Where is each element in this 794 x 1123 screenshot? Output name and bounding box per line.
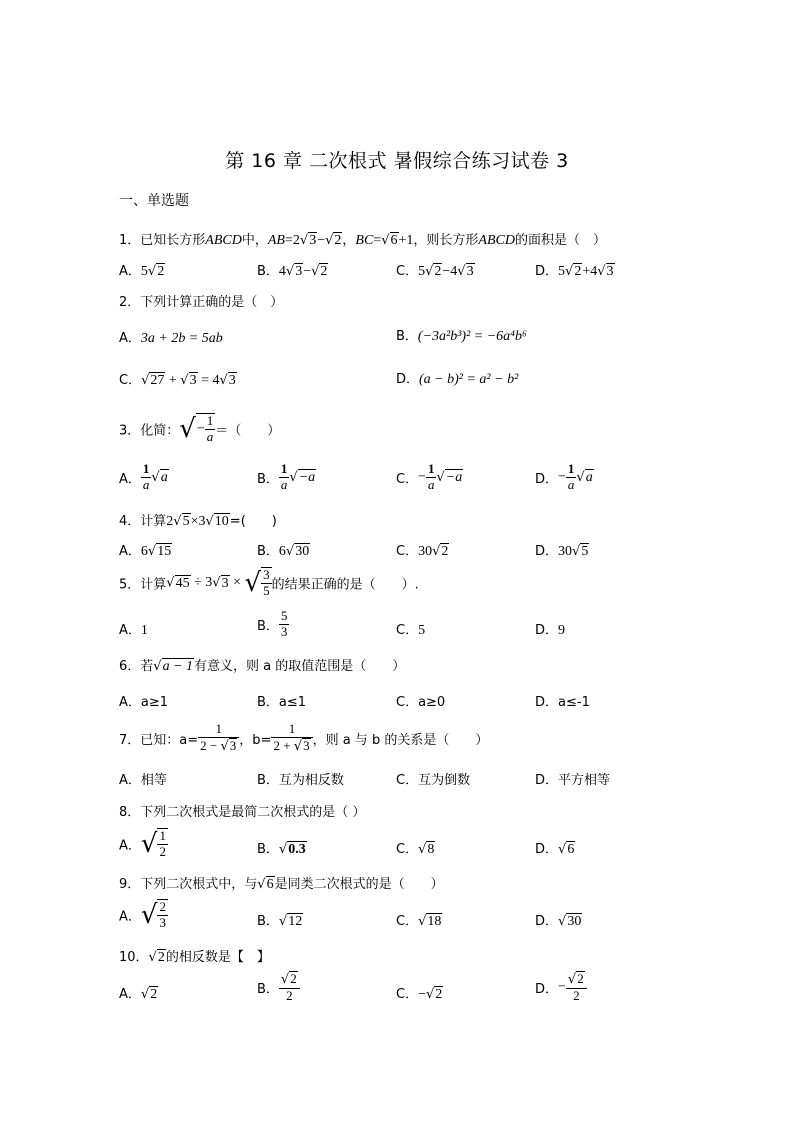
q9-option-d[interactable]: D．√30 (535, 914, 582, 929)
q1-option-c[interactable]: C．5√2−4√3 (396, 264, 474, 279)
q7-option-d[interactable]: D．平方相等 (535, 773, 611, 788)
q8-option-a[interactable]: A．√ $\frac{1}{2}$ (119, 828, 166, 859)
q10-option-d[interactable]: D．− $\frac{√2}{2}$ (535, 971, 587, 1004)
q8-option-d[interactable]: D．√6 (535, 842, 575, 857)
question-10: 10．√2的相反数是【 】 (119, 950, 270, 965)
q4-option-c[interactable]: C．30√2 (396, 544, 449, 559)
question-3: 3．化简：√− $\frac{1}{a}$ ＝（ ） (119, 413, 281, 444)
q6-option-b[interactable]: B．a≤1 (257, 695, 307, 710)
q2-option-a[interactable]: A．3a + 2b = 5ab (119, 331, 223, 346)
question-9: 9．下列二次根式中，与√6是同类二次根式的是（ ） (119, 877, 444, 892)
q8-option-c[interactable]: C．√8 (396, 842, 435, 857)
question-8: 8．下列二次根式是最简二次根式的是（ ） (119, 805, 366, 820)
q1-option-a[interactable]: A．5√2 (119, 264, 165, 279)
q6-option-c[interactable]: C．a≥0 (396, 695, 446, 710)
q9-option-c[interactable]: C．√18 (396, 914, 442, 929)
q6-option-d[interactable]: D．a≤-1 (535, 695, 590, 710)
q5-option-a[interactable]: A．1 (119, 623, 148, 638)
q3-option-a[interactable]: A． $\frac{1}{a}$ √a (119, 461, 168, 492)
q9-option-a[interactable]: A．√ $\frac{2}{3}$ (119, 899, 166, 930)
q5-option-b[interactable]: B． $\frac{5}{3}$ (257, 608, 288, 639)
q7-option-c[interactable]: C．互为倒数 (396, 773, 471, 788)
q1-option-b[interactable]: B．4√3−√2 (257, 264, 328, 279)
q8-option-b[interactable]: B．√0.3 (257, 842, 306, 857)
q4-option-d[interactable]: D．30√5 (535, 544, 589, 559)
question-1: 1．已知长方形ABCD中，AB=2√3−√2，BC=√6+1，则长方形ABCD的面积是（ ） (119, 233, 606, 248)
q6-option-a[interactable]: A．a≥1 (119, 695, 169, 710)
q7-option-a[interactable]: A．相等 (119, 773, 167, 788)
q5-option-c[interactable]: C．5 (396, 623, 426, 638)
question-2: 2．下列计算正确的是（ ） (119, 295, 284, 310)
section-heading: 一、单选题 (119, 193, 189, 209)
q2-option-c[interactable]: C．√27 + √3 = 4√3 (119, 373, 236, 388)
page-title: 第 16 章 二次根式 暑假综合练习试卷 3 (225, 150, 569, 172)
q7-option-b[interactable]: B．互为相反数 (257, 773, 344, 788)
q9-option-b[interactable]: B．√12 (257, 914, 303, 929)
q4-option-a[interactable]: A．6√15 (119, 544, 172, 559)
q10-option-c[interactable]: C．−√2 (396, 987, 443, 1002)
q4-option-b[interactable]: B．6√30 (257, 544, 310, 559)
q2-option-d[interactable]: D．(a − b)² = a² − b² (396, 372, 519, 387)
question-7: 7．已知：a= $\frac{1}{2 - √3}$ ，b= $\frac{1}{2 + √3}$ ，则 a 与 b 的关系是（ ） (119, 721, 489, 754)
q3-option-b[interactable]: B． $\frac{1}{a}$ √−a (257, 461, 316, 492)
question-4: 4．计算2√5×3√10=( ) (119, 514, 277, 529)
q1-option-d[interactable]: D．5√2+4√3 (535, 264, 614, 279)
q5-option-d[interactable]: D．9 (535, 623, 566, 638)
q3-option-c[interactable]: C．− $\frac{1}{a}$ √−a (396, 461, 463, 492)
q10-option-a[interactable]: A．√2 (119, 987, 158, 1002)
q3-option-d[interactable]: D．− $\frac{1}{a}$ √a (535, 461, 593, 492)
q10-option-b[interactable]: B． $\frac{√2}{2}$ (257, 971, 300, 1004)
question-5: 5．计算√45 ÷ 3√3 × √ $\frac{3}{5}$ 的结果正确的是（ ）. (119, 567, 419, 598)
question-6: 6．若√a − 1有意义，则 a 的取值范围是（ ） (119, 659, 406, 674)
q2-option-b[interactable]: B．(−3a²b³)² = −6a⁴b⁶ (396, 329, 527, 344)
